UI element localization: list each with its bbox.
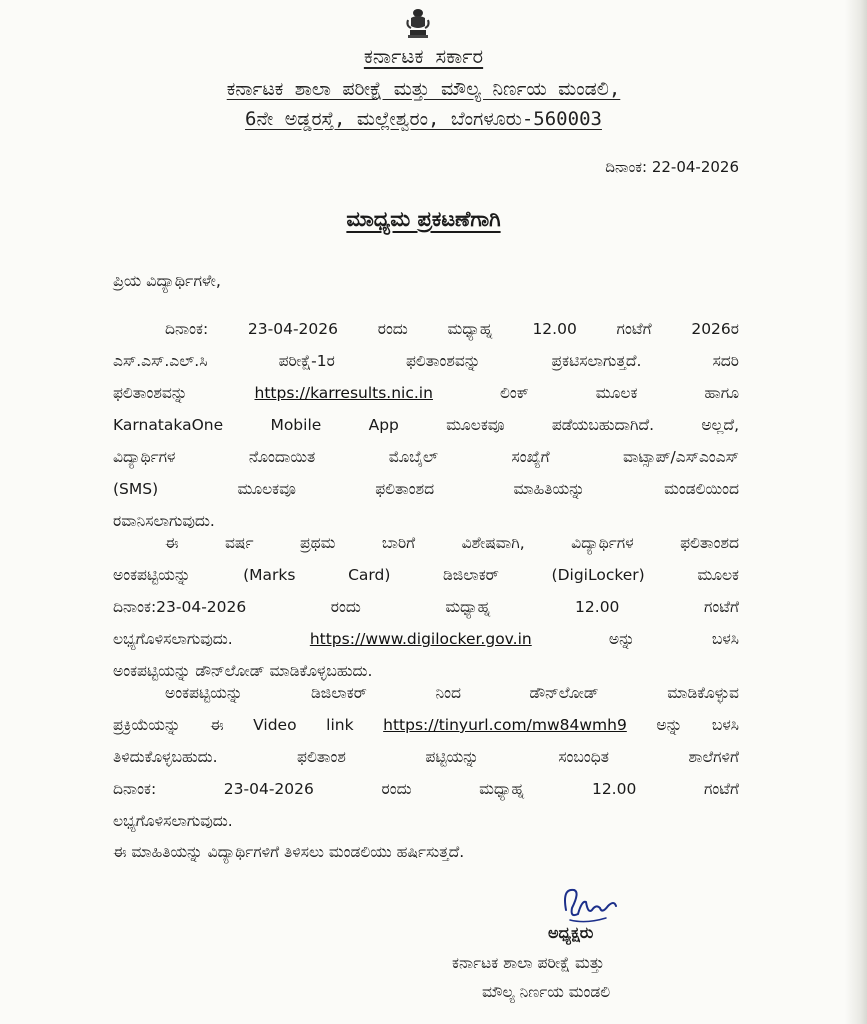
paragraph-line: ಅಂಕಪಟ್ಟಿಯನ್ನು (Marks Card) ಡಿಜಿಲಾಕರ್ (DigiLocker) ಮೂಲಕ (113, 566, 739, 584)
header-address: 6ನೇ ಅಡ್ಡರಸ್ತೆ, ಮಲ್ಲೇಶ್ವರಂ, ಬೆಂಗಳೂರು-560003 (245, 108, 602, 130)
digilocker-link[interactable]: https://www.digilocker.gov.in (309, 630, 532, 648)
paragraph-line: ತಿಳಿದುಕೊಳ್ಳಬಹುದು. ಫಲಿತಾಂಶ ಪಟ್ಟಿಯನ್ನು ಸಂಬಂಧಿತ ಶಾಲೆಗಳಿಗೆ (113, 748, 739, 766)
salutation: ಪ್ರಿಯ ವಿದ್ಯಾರ್ಥಿಗಳೇ, (113, 271, 221, 290)
paragraph-line (113, 377, 739, 409)
paragraph-line: ರವಾನಿಸಲಾಗುವುದು. (113, 512, 215, 530)
paragraph-line (113, 709, 739, 741)
karresults-link[interactable]: https://karresults.nic.in (254, 384, 433, 402)
signatory-org-line-1: ಕರ್ನಾಟಕ ಶಾಲಾ ಪರೀಕ್ಷೆ ಮತ್ತು (452, 954, 605, 972)
text-segment: ಫಲಿತಾಂಶವನ್ನು (113, 384, 188, 402)
document-date: ದಿನಾಂಕ: 22-04-2026 (605, 158, 739, 176)
paragraph-line: ಲಭ್ಯಗೊಳಿಸಲಾಗುವುದು. (113, 812, 233, 830)
paragraph-line: ದಿನಾಂಕ:23-04-2026 ರಂದು ಮಧ್ಯಾಹ್ನ 12.00 ಗಂಟೆಗೆ (113, 598, 739, 616)
document-title: ಮಾಧ್ಯಮ ಪ್ರಕಟಣೆಗಾಗಿ (346, 207, 501, 231)
signature-icon (556, 880, 628, 928)
paragraph-line: ಎಸ್.ಎಸ್.ಎಲ್.ಸಿ ಪರೀಕ್ಷೆ-1ರ ಫಲಿತಾಂಶವನ್ನು ಪ್ರಕಟಿಸಲಾಗುತ್ತದೆ. ಸದರಿ (113, 352, 739, 370)
karnataka-emblem-icon (402, 4, 434, 40)
video-link[interactable]: https://tinyurl.com/mw84wmh9 (383, 716, 627, 734)
closing-line: ಈ ಮಾಹಿತಿಯನ್ನು ವಿದ್ಯಾರ್ಥಿಗಳಿಗೆ ತಿಳಿಸಲು ಮಂಡಲಿಯು ಹರ್ಷಿಸುತ್ತದೆ. (113, 843, 465, 861)
paragraph-3 (113, 677, 739, 837)
text-segment: ಅನ್ನು ಬಳಸಿ (608, 630, 739, 648)
paragraph-line: ದಿನಾಂಕ: 23-04-2026 ರಂದು ಮಧ್ಯಾಹ್ನ 12.00 ಗಂಟೆಗೆ 2026ರ (165, 320, 739, 338)
paragraph-line: ಅಂಕಪಟ್ಟಿಯನ್ನು ಡೌನ್‌ಲೋಡ್ ಮಾಡಿಕೊಳ್ಳಬಹುದು. (113, 662, 373, 680)
paragraph-line: ಈ ವರ್ಷ ಪ್ರಥಮ ಬಾರಿಗೆ ವಿಶೇಷವಾಗಿ, ವಿದ್ಯಾರ್ಥಿಗಳ ಫಲಿತಾಂಶದ (165, 534, 739, 552)
paragraph-line: KarnatakaOne Mobile App ಮೂಲಕವೂ ಪಡೆಯಬಹುದಾಗಿದೆ. ಅಲ್ಲದೆ, (113, 416, 739, 434)
header-board-name: ಕರ್ನಾಟಕ ಶಾಲಾ ಪರೀಕ್ಷೆ ಮತ್ತು ಮೌಲ್ಯ ನಿರ್ಣಯ ಮಂಡಲಿ, (226, 78, 621, 100)
paragraph-line: ವಿದ್ಯಾರ್ಥಿಗಳ ನೊಂದಾಯಿತ ಮೊಬೈಲ್ ಸಂಖ್ಯೆಗೆ ವಾಟ್ಸಾಪ್/ಎಸ್‌ಎಂಎಸ್ (113, 448, 739, 466)
signatory-title: ಅಧ್ಯಕ್ಷರು (548, 923, 594, 942)
paragraph-2 (113, 527, 739, 687)
signatory-org-line-2: ಮೌಲ್ಯ ನಿರ್ಣಯ ಮಂಡಲಿ (482, 983, 611, 1001)
page-edge-shadow (845, 0, 867, 1024)
paragraph-line: ಅಂಕಪಟ್ಟಿಯನ್ನು ಡಿಜಿಲಾಕರ್ ನಿಂದ ಡೌನ್‌ಲೋಡ್ ಮಾಡಿಕೊಳ್ಳುವ (165, 684, 739, 702)
text-segment: ಲಿಂಕ್ ಮೂಲಕ ಹಾಗೂ (500, 384, 739, 402)
paragraph-1 (113, 313, 739, 537)
text-segment: ಅನ್ನು ಬಳಸಿ (656, 716, 739, 734)
paragraph-line: (SMS) ಮೂಲಕವೂ ಫಲಿತಾಂಶದ ಮಾಹಿತಿಯನ್ನು ಮಂಡಲಿಯಿಂದ (113, 480, 739, 498)
paragraph-line: ದಿನಾಂಕ: 23-04-2026 ರಂದು ಮಧ್ಯಾಹ್ನ 12.00 ಗಂಟೆಗೆ (113, 780, 739, 798)
paragraph-line (113, 623, 739, 655)
text-segment: ಪ್ರಕ್ರಿಯೆಯನ್ನು ಈ Video link (113, 716, 354, 734)
text-segment: ಲಭ್ಯಗೊಳಿಸಲಾಗುವುದು. (113, 630, 233, 648)
header-government: ಕರ್ನಾಟಕ ಸರ್ಕಾರ (363, 44, 484, 68)
